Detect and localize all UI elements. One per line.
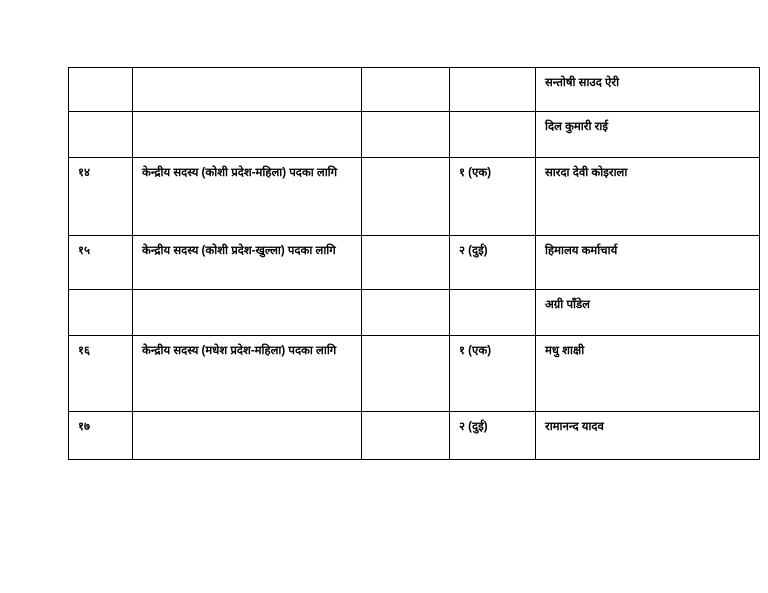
cell-post-title: केन्द्रीय सदस्य (कोशी प्रदेश-महिला) पदका लागि [133, 158, 362, 236]
cell-blank [362, 412, 450, 460]
table-row [69, 336, 760, 412]
cell-seat-count [450, 290, 536, 336]
cell-seat-count: १ (एक) [450, 336, 536, 412]
cell-candidate-name: अग्री पाँडेल [536, 290, 760, 336]
cell-post-title: केन्द्रीय सदस्य (मधेश प्रदेश-महिला) पदका लागि [133, 336, 362, 412]
table-row [69, 236, 760, 290]
cell-seat-count: २ (दुई) [450, 236, 536, 290]
cell-serial-number: १५ [69, 236, 133, 290]
cell-blank [362, 236, 450, 290]
table-row [69, 290, 760, 336]
cell-seat-count [450, 112, 536, 158]
cell-post-title: केन्द्रीय सदस्य (कोशी प्रदेश-खुल्ला) पदका लागि [133, 236, 362, 290]
cell-post-title [133, 412, 362, 460]
cell-post-title [133, 290, 362, 336]
cell-blank [362, 290, 450, 336]
table-row [69, 158, 760, 236]
cell-candidate-name: मधु शाक्षी [536, 336, 760, 412]
cell-serial-number: १६ [69, 336, 133, 412]
cell-candidate-name: रामानन्द यादव [536, 412, 760, 460]
cell-seat-count [450, 68, 536, 112]
cell-candidate-name: दिल कुमारी राई [536, 112, 760, 158]
cell-blank [362, 336, 450, 412]
cell-candidate-name: सन्तोषी साउद ऐरी [536, 68, 760, 112]
cell-blank [362, 158, 450, 236]
cell-post-title [133, 112, 362, 158]
cell-blank [362, 112, 450, 158]
cell-seat-count: १ (एक) [450, 158, 536, 236]
cell-seat-count: २ (दुई) [450, 412, 536, 460]
cell-candidate-name: सारदा देवी कोइराला [536, 158, 760, 236]
table-body [69, 68, 760, 460]
cell-serial-number [69, 112, 133, 158]
table-row [69, 68, 760, 112]
cell-blank [362, 68, 450, 112]
candidate-list-table [68, 67, 760, 460]
cell-serial-number: १४ [69, 158, 133, 236]
cell-serial-number [69, 68, 133, 112]
table-row [69, 112, 760, 158]
cell-candidate-name: हिमालय कर्माचार्य [536, 236, 760, 290]
cell-serial-number [69, 290, 133, 336]
cell-serial-number: १७ [69, 412, 133, 460]
table-row [69, 412, 760, 460]
cell-post-title [133, 68, 362, 112]
